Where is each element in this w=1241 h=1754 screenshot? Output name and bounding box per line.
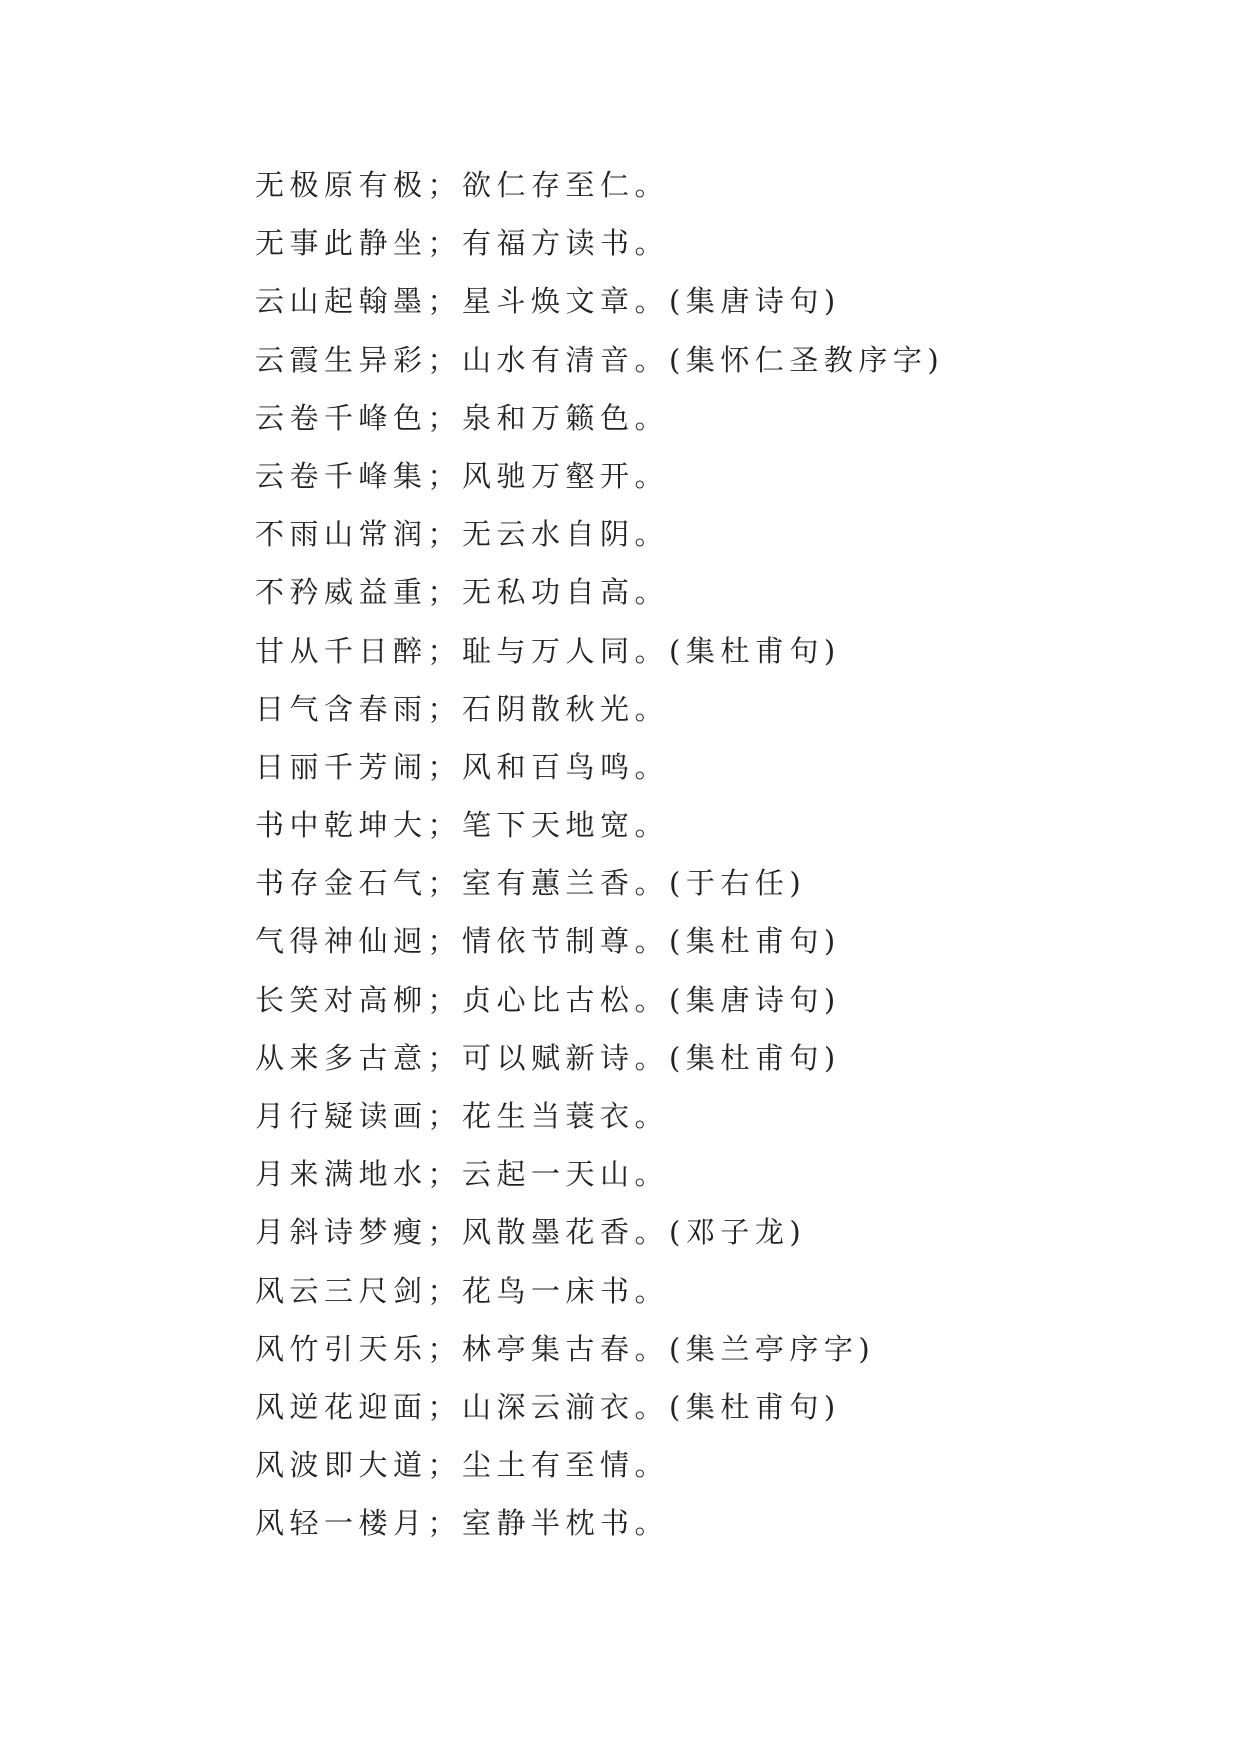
couplet-line: 长笑对高柳；贞心比古松。(集唐诗句) [255,982,841,1017]
couplet-line: 月来满地水；云起一天山。 [255,1157,670,1192]
couplet-line: 不雨山常润；无云水自阴。 [255,517,670,552]
couplet-line: 日气含春雨；石阴散秋光。 [255,691,670,726]
couplet-line: 书存金石气；室有蕙兰香。(于右任) [255,866,807,901]
couplet-line: 月斜诗梦瘦；风散墨花香。(邓子龙) [255,1215,807,1250]
couplet-line: 无事此静坐；有福方读书。 [255,226,670,261]
couplet-line: 云山起翰墨；星斗焕文章。(集唐诗句) [255,284,841,319]
couplet-line: 风云三尺剑；花鸟一床书。 [255,1273,670,1308]
couplet-line: 云霞生异彩；山水有清音。(集怀仁圣教序字) [255,342,945,377]
couplet-line: 日丽千芳闹；风和百鸟鸣。 [255,749,670,784]
couplet-line: 不矜威益重；无私功自高。 [255,575,670,610]
couplet-line: 风波即大道；尘土有至情。 [255,1448,670,1483]
couplet-line: 从来多古意；可以赋新诗。(集杜甫句) [255,1040,841,1075]
couplet-line: 风竹引天乐；林亭集古春。(集兰亭序字) [255,1331,876,1366]
couplet-line: 无极原有极；欲仁存至仁。 [255,168,670,202]
couplet-line: 甘从千日醉；耻与万人同。(集杜甫句) [255,633,841,668]
couplet-list [255,156,944,1553]
couplet-line: 风逆花迎面；山深云湔衣。(集杜甫句) [255,1389,841,1424]
couplet-line: 气得神仙迥；情依节制尊。(集杜甫句) [255,924,841,959]
couplet-line: 风轻一楼月；室静半枕书。 [255,1506,670,1541]
couplet-line: 云卷千峰集；风驰万壑开。 [255,458,670,493]
couplet-line: 云卷千峰色；泉和万籁色。 [255,400,670,435]
couplet-line: 书中乾坤大；笔下天地宽。 [255,808,670,843]
couplet-line: 月行疑读画；花生当蓑衣。 [255,1099,670,1133]
